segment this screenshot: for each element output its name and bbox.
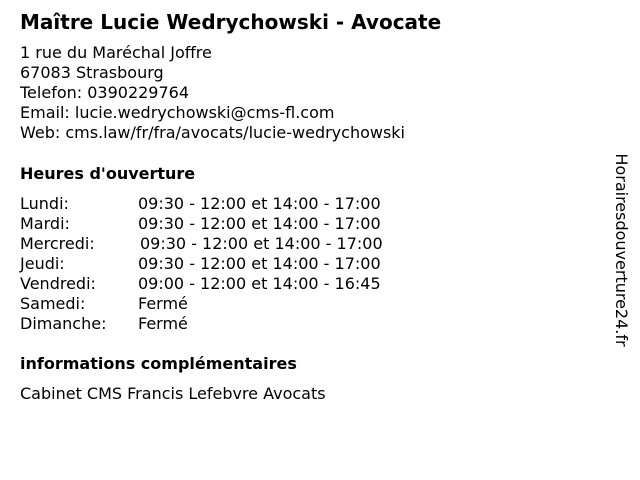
hours-day: Jeudi: bbox=[20, 254, 65, 273]
hours-time: 09:30 - 12:00 et 14:00 - 17:00 bbox=[138, 214, 381, 233]
hours-time: 09:30 - 12:00 et 14:00 - 17:00 bbox=[138, 254, 381, 273]
info-text: Cabinet CMS Francis Lefebvre Avocats bbox=[20, 384, 326, 403]
hours-day: Samedi: bbox=[20, 294, 86, 313]
phone-number: Telefon: 0390229764 bbox=[20, 83, 190, 102]
hours-time: Fermé bbox=[138, 314, 188, 333]
hours-heading: Heures d'ouverture bbox=[20, 164, 196, 183]
street-address: 1 rue du Maréchal Joffre bbox=[20, 43, 212, 62]
page-title: Maître Lucie Wedrychowski - Avocate bbox=[20, 10, 442, 34]
info-heading: informations complémentaires bbox=[20, 354, 297, 373]
hours-day: Mardi: bbox=[20, 214, 70, 233]
hours-day: Lundi: bbox=[20, 194, 69, 213]
hours-day: Mercredi: bbox=[20, 234, 95, 253]
hours-time: 09:30 - 12:00 et 14:00 - 17:00 bbox=[138, 194, 381, 213]
hours-time: 09:30 - 12:00 et 14:00 - 17:00 bbox=[140, 234, 383, 253]
city-address: 67083 Strasbourg bbox=[20, 63, 164, 82]
hours-day: Vendredi: bbox=[20, 274, 96, 293]
website: Web: cms.law/fr/fra/avocats/lucie-wedrychowski bbox=[20, 123, 405, 142]
hours-day: Dimanche: bbox=[20, 314, 107, 333]
email-address: Email: lucie.wedrychowski@cms-fl.com bbox=[20, 103, 335, 122]
hours-time: 09:00 - 12:00 et 14:00 - 16:45 bbox=[138, 274, 381, 293]
contact-block bbox=[20, 43, 405, 143]
hours-time: Fermé bbox=[138, 294, 188, 313]
site-watermark: Horairesdouverture24.fr bbox=[612, 153, 631, 347]
